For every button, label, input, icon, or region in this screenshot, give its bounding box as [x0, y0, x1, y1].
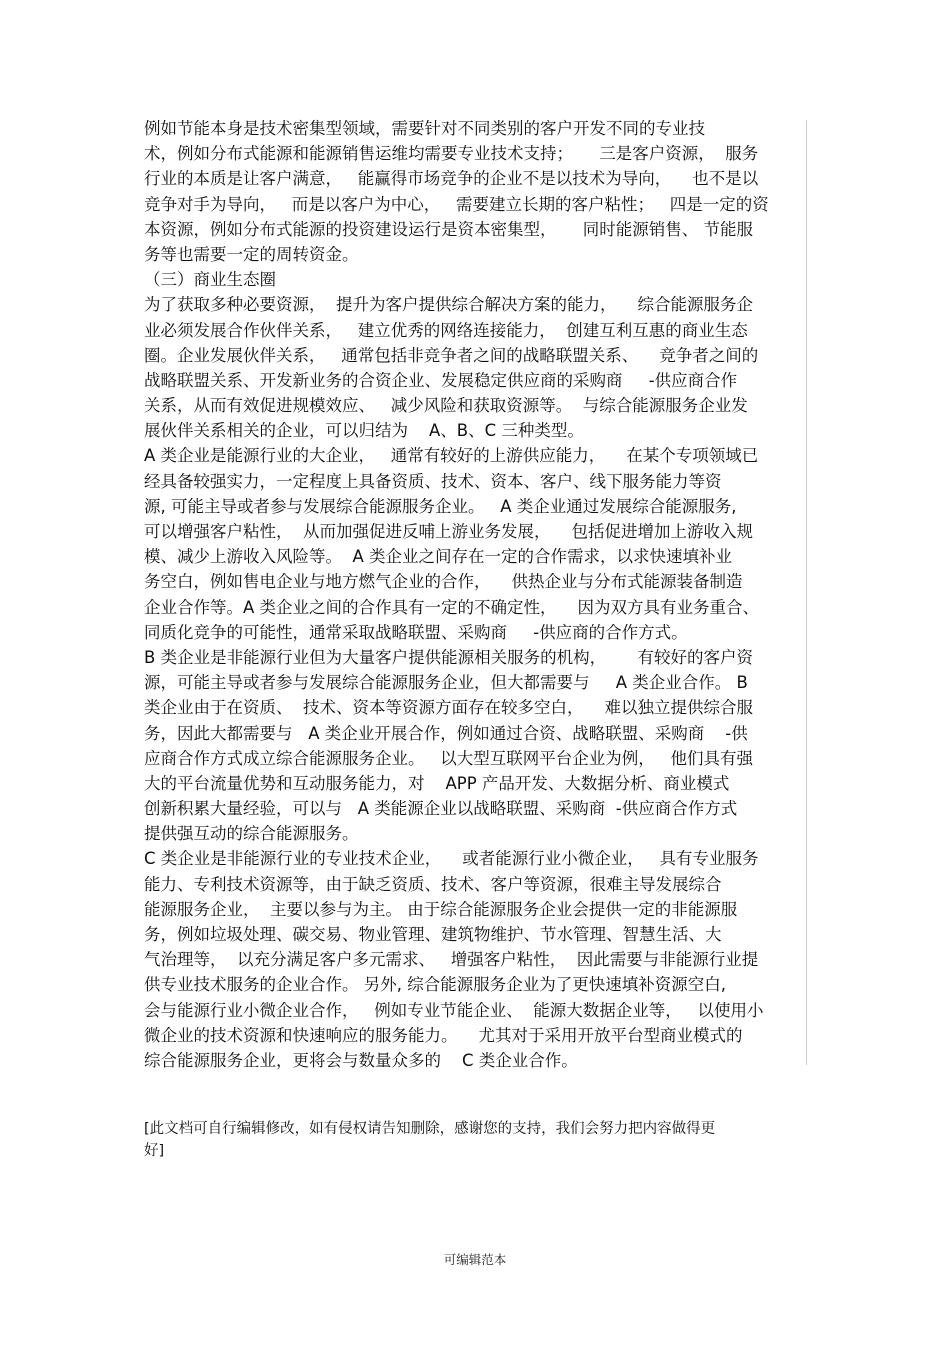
- body-text-line: 术，例如分布式能源和能源销售运维均需要专业技术支持； 三是客户资源， 服务: [144, 144, 759, 164]
- body-text-line: 大的平台流量优势和互动服务能力，对 APP 产品开发、大数据分析、商业模式: [144, 773, 730, 793]
- body-text-line: 应商合作方式成立综合能源服务企业。 以大型互联网平台企业为例， 他们具有强: [144, 748, 753, 768]
- body-text-line: 务，例如垃圾处理、碳交易、物业管理、建筑物维护、节水管理、智慧生活、大: [144, 925, 722, 944]
- body-text-line: 供专业技术服务的企业合作。 另外, 综合能源服务企业为了更快速填补资源空白,: [144, 975, 726, 995]
- body-text-line: 创新积累大量经验，可以与 A 类能源企业以战略联盟、采购商 -供应商合作方式: [144, 799, 738, 819]
- body-text-line: 可以增强客户粘性， 从而加强促进反哺上游业务发展， 包括促进增加上游收入规: [144, 522, 753, 541]
- body-text-line: 企业合作等。A 类企业之间的合作具有一定的不确定性， 因为双方具有业务重合、: [144, 597, 760, 617]
- page-edge-rule: [806, 120, 807, 1065]
- body-text-line: 例如节能本身是技术密集型领域，需要针对不同类别的客户开发不同的专业技: [144, 119, 705, 138]
- body-text-line: 源，可能主导或者参与发展综合能源服务企业，但大都需要与 A 类企业合作。 B: [144, 673, 748, 693]
- document-body: [144, 116, 806, 1073]
- body-text-line: 微企业的技术资源和快速响应的服务能力。 尤其对于采用开放平台型商业模式的: [144, 1025, 743, 1045]
- body-text-line: （三）商业生态圈: [144, 270, 276, 290]
- body-text-line: 同质化竞争的可能性，通常采取战略联盟、采购商 -供应商的合作方式。: [144, 622, 688, 642]
- body-text-line: 业必须发展合作伙伴关系， 建立优秀的网络连接能力， 创建互利互惠的商业生态: [144, 320, 748, 340]
- body-text-line: 圈。企业发展伙伴关系， 通常包括非竞争者之间的战略联盟关系、 竞争者之间的: [144, 345, 759, 365]
- body-text-line: 能力、专利技术资源等，由于缺乏资质、技术、客户等资源，很难主导发展综合: [144, 874, 722, 894]
- body-text-line: 模、减少上游收入风险等。 A 类企业之间存在一定的合作需求，以求快速填补业: [144, 547, 733, 567]
- body-text-line: 提供强互动的综合能源服务。: [144, 824, 359, 844]
- editing-notice-line-1: [此文档可自行编辑修改，如有侵权请告知删除，感谢您的支持，我们会努力把内容做得更: [144, 1121, 716, 1137]
- body-text-line: 源, 可能主导或者参与发展综合能源服务企业。 A 类企业通过发展综合能源服务,: [144, 496, 737, 516]
- body-text-line: C 类企业是非能源行业的专业技术企业， 或者能源行业小微企业， 具有专业服务: [144, 849, 759, 869]
- body-text-line: 本资源，例如分布式能源的投资建设运行是资本密集型， 同时能源销售、 节能服: [144, 219, 753, 239]
- body-text-line: 关系，从而有效促进规模效应、 减少风险和获取资源等。 与综合能源服务企业发: [144, 396, 748, 416]
- editing-notice-line-2: 好]: [144, 1143, 165, 1159]
- body-text-line: 展伙伴关系相关的企业，可以归结为 A、B、C 三种类型。: [144, 421, 584, 441]
- body-text-line: 务等也需要一定的周转资金。: [144, 244, 359, 264]
- body-text-line: 会与能源行业小微企业合作， 例如专业节能企业、 能源大数据企业等， 以使用小: [144, 1000, 764, 1020]
- page-footer-label: 可编辑范本: [443, 1252, 507, 1267]
- body-text-line: 类企业由于在资质、 技术、资本等资源方面存在较多空白， 难以独立提供综合服: [144, 698, 753, 718]
- body-text-line: 务，因此大都需要与 A 类企业开展合作，例如通过合资、战略联盟、采购商 -供: [144, 723, 748, 743]
- body-text-line: 竞争对手为导向， 而是以客户为中心， 需要建立长期的客户粘性； 四是一定的资: [144, 194, 769, 214]
- body-text-line: 气治理等， 以充分满足客户多元需求、 增强客户粘性， 因此需要与非能源行业提: [144, 950, 759, 970]
- body-text-line: 为了获取多种必要资源， 提升为客户提供综合解决方案的能力， 综合能源服务企: [144, 295, 753, 315]
- body-text-line: 经具备较强实力，一定程度上具备资质、技术、资本、客户、线下服务能力等资: [144, 471, 722, 491]
- body-text-line: 能源服务企业， 主要以参与为主。 由于综合能源服务企业会提供一定的非能源服: [144, 899, 738, 919]
- body-text-line: 战略联盟关系、开发新业务的合资企业、发展稳定供应商的采购商 -供应商合作: [144, 370, 738, 390]
- body-text-line: B 类企业是非能源行业但为大量客户提供能源相关服务的机构， 有较好的客户资: [144, 647, 754, 667]
- body-text-line: 务空白，例如售电企业与地方燃气企业的合作， 供热企业与分布式能源装备制造: [144, 572, 743, 592]
- body-text-line: 综合能源服务企业，更将会与数量众多的 C 类企业合作。: [144, 1050, 578, 1070]
- body-text-line: A 类企业是能源行业的大企业， 通常有较好的上游供应能力， 在某个专项领域已: [144, 446, 759, 466]
- body-text-line: 行业的本质是让客户满意， 能赢得市场竞争的企业不是以技术为导向， 也不是以: [144, 169, 759, 189]
- editing-notice: [144, 1118, 784, 1162]
